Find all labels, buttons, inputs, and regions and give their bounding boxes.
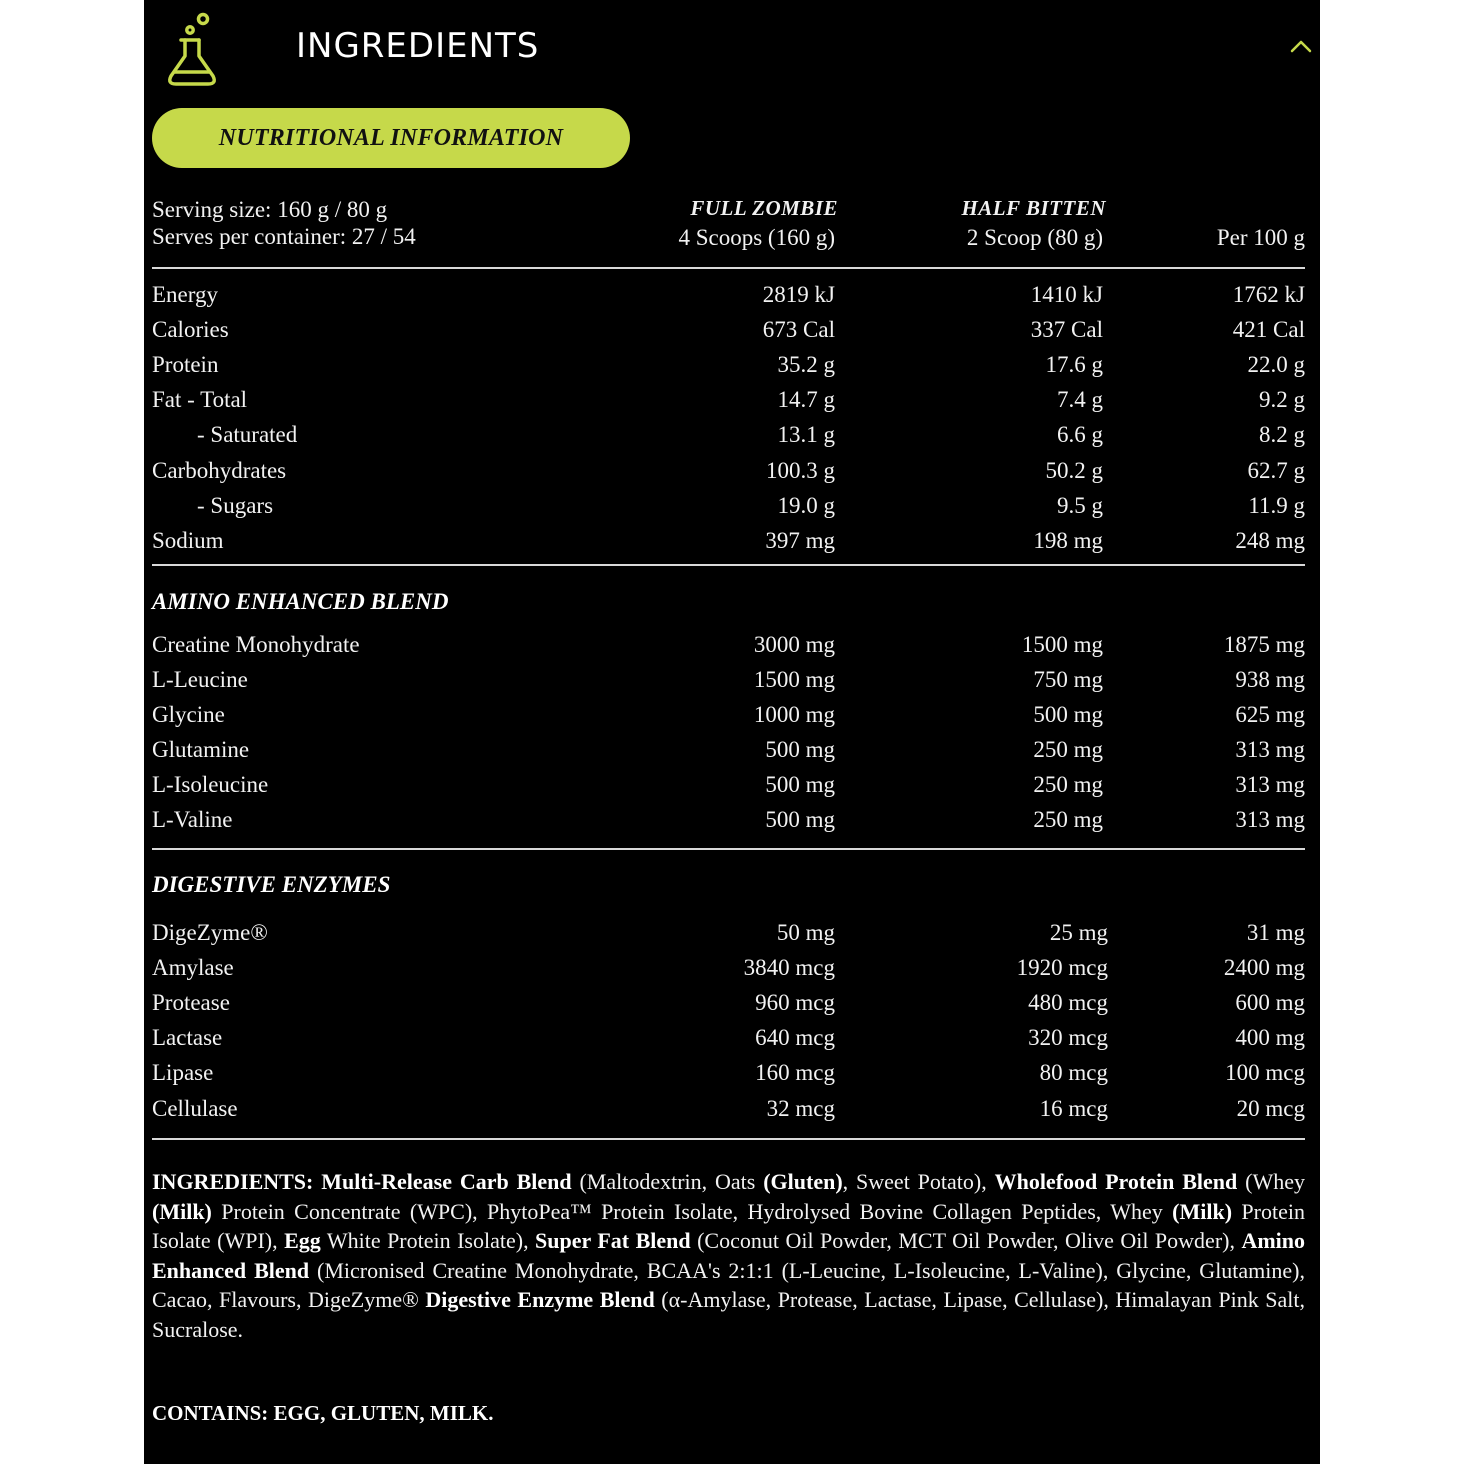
serving-size: Serving size: 160 g / 80 g [152,197,388,222]
row-value: 320 mcg [1028,1025,1108,1051]
row-label: - Sugars [197,492,274,518]
row-value: 22.0 g [1247,352,1305,378]
row-value: 7.4 g [1057,387,1103,413]
row-value: 6.6 g [1057,422,1103,448]
row-label: Lipase [152,1060,214,1086]
ingredients-paragraph [152,1167,1305,1344]
row-value: 35.2 g [777,352,835,378]
row-label: DigeZyme® [152,920,268,945]
row-value: 3000 mg [753,632,835,657]
row-label: - Saturated [197,422,298,448]
row-value: 62.7 g [1247,457,1305,483]
row-value: 313 mg [1235,771,1305,797]
row-value: 938 mg [1235,666,1305,692]
row-value: 11.9 g [1248,492,1305,518]
row-value: 100 mcg [1225,1060,1305,1086]
row-label: Sodium [152,527,224,553]
row-value: 14.7 g [777,387,835,413]
amino-blend-title: AMINO ENHANCED BLEND [152,589,449,614]
ingredient-segment: (Maltodextrin, Oats [571,1169,764,1194]
row-value: 248 mg [1235,527,1305,553]
divider [152,564,1305,566]
row-value: 32 mcg [766,1095,835,1121]
row-value: 25 mg [1049,920,1108,945]
row-label: L-Leucine [152,666,248,692]
ingredient-segment: (α-Amylase, Protease, Lactase, Lipase, Cellulase), Himalayan Pink Salt, Sucralose. [152,1287,1305,1342]
row-value: 9.2 g [1259,387,1305,413]
ingredient-segment: (Whey [1237,1169,1305,1194]
row-value: 421 Cal [1232,317,1305,343]
row-label: Calories [152,317,229,343]
row-value: 8.2 g [1259,422,1305,448]
row-label: Creatine Monohydrate [152,632,360,657]
row-value: 2400 mg [1223,955,1305,981]
column-sub-full-zombie: 4 Scoops (160 g) [678,225,835,250]
row-value: 16 mcg [1039,1095,1108,1121]
row-value: 50 mg [776,920,835,945]
row-value: 1410 kJ [1030,282,1103,307]
row-value: 313 mg [1235,806,1305,832]
divider [152,267,1305,269]
ingredient-segment: INGREDIENTS: Multi-Release Carb Blend [152,1169,572,1194]
ingredient-segment: Protein Concentrate (WPC), PhytoPea™ Protein Isolate, Hydrolysed Bovine Collagen Peptides, Whey [211,1198,1173,1224]
row-value: 397 mg [765,527,835,553]
nutritional-information-pill[interactable]: NUTRITIONAL INFORMATION [152,108,630,168]
row-label: L-Isoleucine [152,771,269,797]
row-value: 600 mg [1235,990,1305,1016]
ingredient-segment: (Milk) [152,1198,212,1224]
row-value: 500 mg [765,736,835,762]
row-value: 1762 kJ [1232,282,1305,307]
row-value: 20 mcg [1236,1095,1305,1121]
column-title-full-zombie: FULL ZOMBIE [690,196,838,220]
row-value: 960 mcg [755,990,835,1016]
ingredient-segment: (Micronised Creatine Monohydrate, BCAA's 2:1:1 (L-Leucine, L-Isoleucine, L-Valine), Glycine, Glutamine), Cacao, Flavours, DigeZyme® [152,1257,1305,1312]
row-label: Cellulase [152,1095,238,1121]
flask-icon [164,10,220,90]
section-header-title: INGREDIENTS [296,26,540,66]
row-value: 313 mg [1235,736,1305,762]
row-value: 31 mg [1246,920,1305,945]
row-label: L-Valine [152,806,233,832]
digestive-enzymes-title: DIGESTIVE ENZYMES [152,872,391,897]
row-value: 480 mcg [1028,990,1108,1016]
row-label: Energy [152,282,219,307]
row-value: 17.6 g [1045,352,1103,378]
row-value: 9.5 g [1057,492,1103,518]
row-value: 625 mg [1235,701,1305,727]
ingredient-segment: Protein Isolate (WPI), [152,1198,1305,1253]
row-value: 500 mg [765,771,835,797]
row-value: 400 mg [1235,1025,1305,1051]
row-value: 673 Cal [762,317,835,343]
ingredient-segment: Super Fat Blend [535,1228,691,1253]
row-value: 198 mg [1033,527,1103,553]
row-label: Protein [152,352,219,378]
row-label: Protease [152,990,230,1016]
row-value: 640 mcg [755,1025,835,1051]
ingredient-segment: Digestive Enzyme Blend [425,1287,655,1312]
row-value: 250 mg [1033,771,1103,797]
row-value: 2819 kJ [762,282,835,307]
ingredient-segment: White Protein Isolate), [320,1228,536,1253]
row-value: 13.1 g [777,422,835,448]
allergen-contains: CONTAINS: EGG, GLUTEN, MILK. [152,1401,494,1425]
ingredient-segment: (Milk) [1172,1198,1233,1224]
column-title-half-bitten: HALF BITTEN [961,196,1106,220]
row-value: 500 mg [765,806,835,832]
ingredient-segment: Amino Enhanced Blend [152,1228,1306,1283]
serves-per-container: Serves per container: 27 / 54 [152,224,416,249]
row-label: Lactase [152,1025,223,1051]
ingredient-segment: (Gluten) [763,1169,843,1194]
row-value: 337 Cal [1030,317,1103,343]
row-label: Amylase [152,955,234,981]
row-value: 750 mg [1033,666,1103,692]
column-sub-half-bitten: 2 Scoop (80 g) [966,225,1103,250]
row-label: Glycine [152,701,225,727]
row-value: 1500 mg [1021,632,1103,657]
row-label: Glutamine [152,736,250,762]
row-label: Carbohydrates [152,457,287,483]
row-value: 250 mg [1033,806,1103,832]
row-value: 1500 mg [753,666,835,692]
row-value: 500 mg [1033,701,1103,727]
row-label: Fat - Total [152,387,248,413]
ingredient-segment: (Coconut Oil Powder, MCT Oil Powder, Olive Oil Powder), [690,1228,1242,1253]
chevron-up-icon[interactable] [1289,36,1313,56]
row-value: 1920 mcg [1016,955,1108,981]
row-value: 1875 mg [1223,632,1305,657]
row-value: 100.3 g [766,457,835,483]
row-value: 160 mcg [755,1060,835,1086]
ingredient-segment: Egg [284,1228,321,1253]
divider [152,1138,1305,1140]
ingredient-segment: Wholefood Protein Blend [994,1169,1238,1194]
row-value: 1000 mg [753,701,835,727]
ingredient-segment: , Sweet Potato), [842,1169,995,1194]
divider [152,848,1305,850]
row-value: 50.2 g [1045,457,1103,483]
row-value: 80 mcg [1039,1060,1108,1086]
row-value: 250 mg [1033,736,1103,762]
row-value: 19.0 g [777,492,835,518]
column-sub-per-100g: Per 100 g [1216,225,1305,250]
row-value: 3840 mcg [743,955,835,981]
